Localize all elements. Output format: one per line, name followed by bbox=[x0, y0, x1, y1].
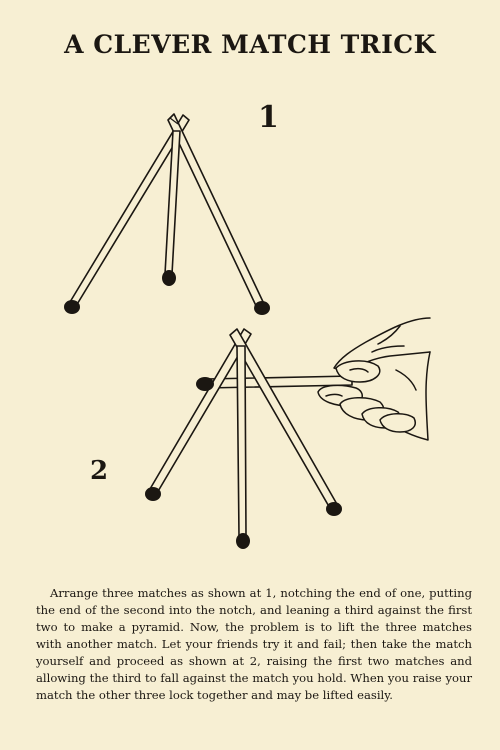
match-head bbox=[196, 377, 214, 391]
instructions-paragraph: Arrange three matches as shown at 1, notching the end of one, putting the end of the second into the notch, and leaning a third against the first two to make a pyramid. Now, the problem is to lift the three matches with another match. Let your friends try it and fail; then take the match yourself and proceed as shown at 2, raising the first two matches and allowing the third to fall against the match you hold. When you raise your match the other three lock together and may be lifted easily. bbox=[36, 586, 472, 702]
figure-1-label: 1 bbox=[258, 100, 279, 135]
match-head bbox=[326, 502, 342, 516]
page-title: A CLEVER MATCH TRICK bbox=[64, 30, 436, 59]
match-stick bbox=[237, 346, 246, 536]
match-head bbox=[236, 533, 250, 549]
match-head bbox=[145, 487, 161, 501]
match-stick bbox=[150, 329, 251, 493]
figure-2-label: 2 bbox=[90, 456, 109, 486]
